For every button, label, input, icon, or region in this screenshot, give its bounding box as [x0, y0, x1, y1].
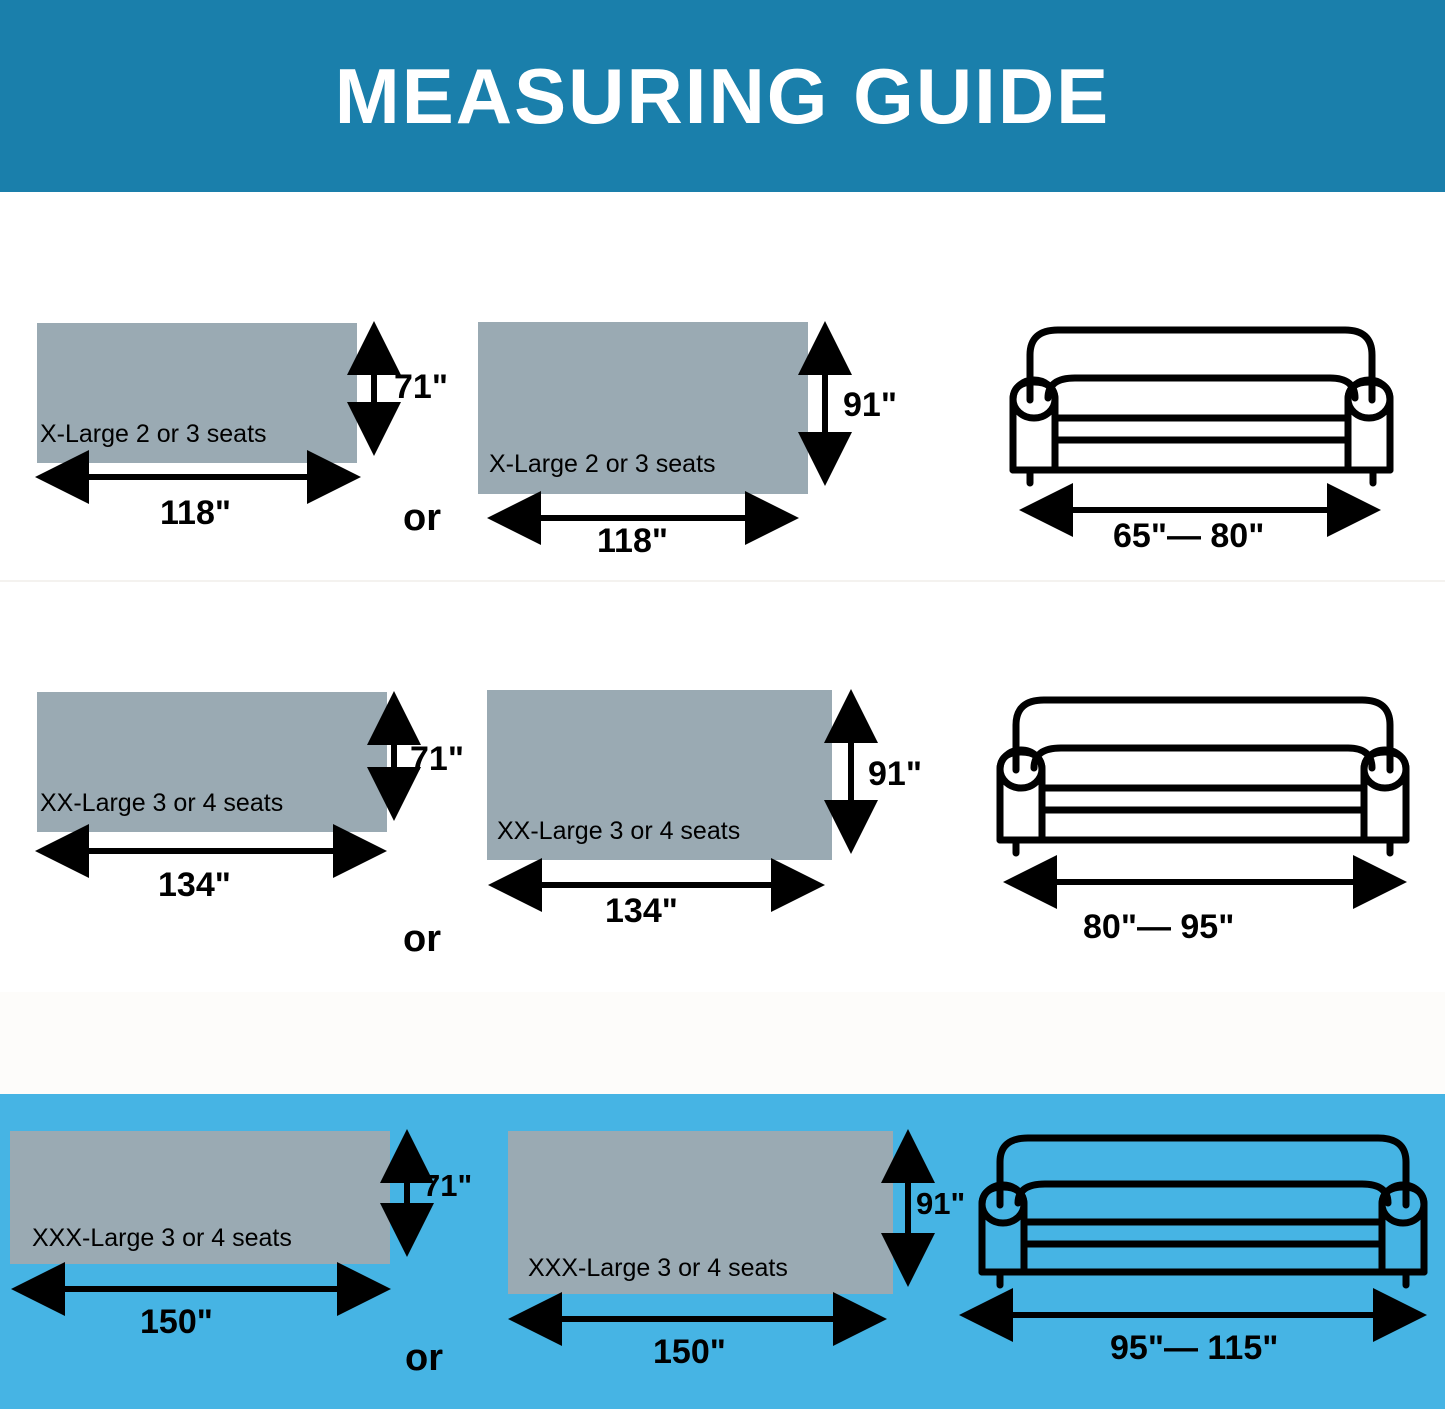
dim-height-xxx-large-right: 91": [916, 1186, 966, 1221]
block-label-x-large-right: X-Large 2 or 3 seats: [489, 450, 716, 478]
dim-height-x-large-left: 71": [394, 368, 448, 406]
dim-width-xx-large-right: 134": [605, 892, 678, 930]
block-label-xx-large-left: XX-Large 3 or 4 seats: [40, 789, 284, 817]
or-label-row-3: or: [405, 1337, 443, 1379]
dim-height-xxx-large-left: 71": [423, 1168, 473, 1203]
dim-height-xx-large-right: 91": [868, 755, 922, 793]
dim-width-xxx-large-left: 150": [140, 1303, 213, 1341]
dim-width-x-large-right: 118": [597, 522, 668, 560]
dim-width-xxx-large-right: 150": [653, 1333, 726, 1371]
dim-width-xx-large-left: 134": [158, 866, 231, 904]
dim-width-sofa-xx-large: 80"— 95": [1083, 908, 1235, 946]
page-title: MEASURING GUIDE: [334, 51, 1111, 140]
block-label-x-large-left: X-Large 2 or 3 seats: [40, 420, 267, 448]
dim-width-sofa-xxx-large: 95"— 115": [1110, 1329, 1279, 1367]
dim-height-xx-large-left: 71": [410, 740, 464, 778]
or-label-row-1: or: [403, 497, 441, 539]
dim-width-sofa-x-large: 65"— 80": [1113, 517, 1265, 555]
block-label-xxx-large-left: XXX-Large 3 or 4 seats: [32, 1224, 292, 1252]
block-label-xxx-large-right: XXX-Large 3 or 4 seats: [528, 1254, 788, 1282]
or-label-row-2: or: [403, 918, 441, 960]
block-label-xx-large-right: XX-Large 3 or 4 seats: [497, 817, 741, 845]
row-spacer: [0, 992, 1445, 1094]
dim-height-x-large-right: 91": [843, 386, 897, 424]
header-banner: [0, 0, 1445, 192]
dim-width-x-large-left: 118": [160, 494, 231, 532]
